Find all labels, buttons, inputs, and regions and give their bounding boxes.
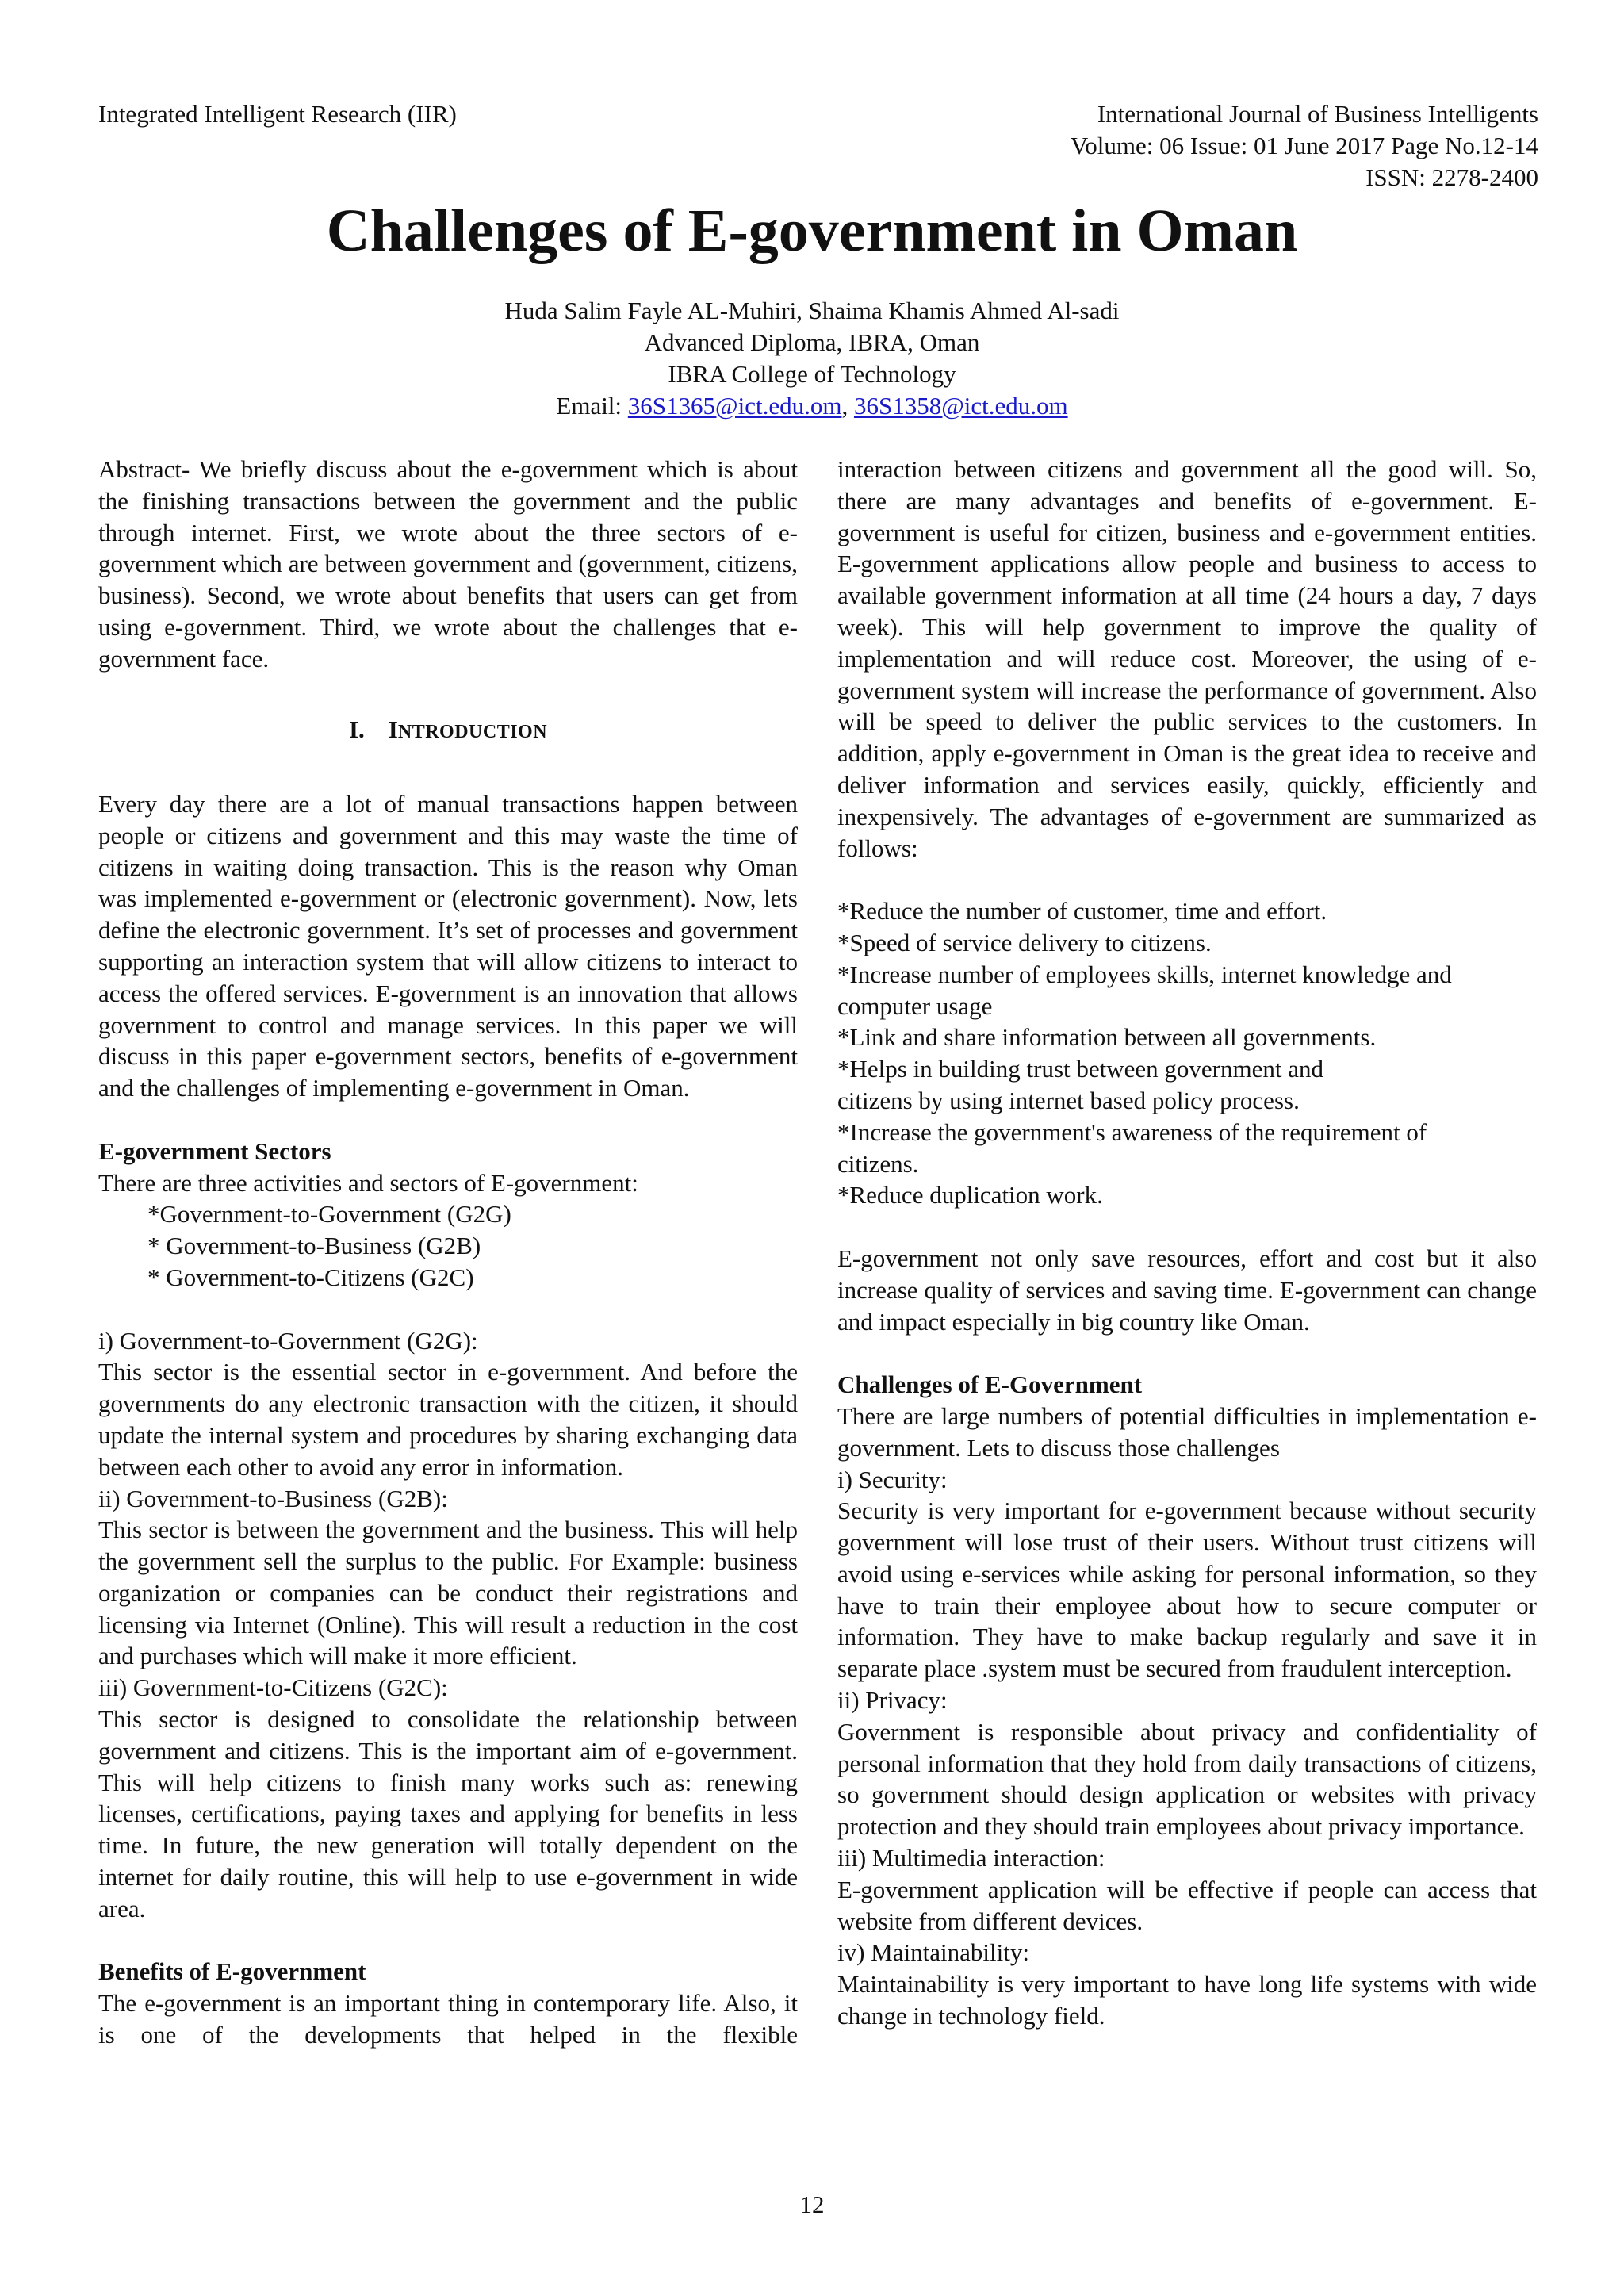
maintainability-heading: iv) Maintainability: <box>837 1938 1029 1967</box>
g2b-heading: ii) Government-to-Business (G2B): <box>98 1484 448 1512</box>
spacer <box>98 675 798 707</box>
maintainability-text: Maintainability is very important to have long life systems with wide change in technology field. <box>837 1970 1537 2030</box>
page-number: 12 <box>799 2191 825 2218</box>
journal-name: International Journal of Business Intelligents <box>1097 100 1538 128</box>
introduction-text: Every day there are a lot of manual transactions happen between people or citizens and government and this may waste the time of citizens in waiting doing transaction. This is the reason why Oman was implemented e-government or (electronic government). Now, lets define the electronic government. It’s set of processes and government supporting an interaction system that will allow citizens to interact to access the offered services. E-government is an innovation that allows government to control and manage services. In this paper we will discuss in this paper e-government sectors, benefits of e-government and the challenges of implementing e-government in Oman. <box>98 789 798 1102</box>
author-college: IBRA College of Technology <box>668 360 956 388</box>
journal-header-left: Integrated Intelligent Research (IIR) <box>98 100 457 128</box>
spacer <box>98 1294 798 1325</box>
sector-item: * Government-to-Business (G2B) <box>147 1232 481 1260</box>
author-email-line <box>0 390 1624 422</box>
email-link-1[interactable]: 36S1365@ict.edu.om <box>627 392 842 420</box>
sectors-intro: There are three activities and sectors of E-government: <box>98 1168 638 1197</box>
section-heading-introduction <box>98 714 798 749</box>
advantage-item: *Increase number of employees skills, internet knowledge and <box>837 960 1452 988</box>
spacer <box>98 757 798 788</box>
advantage-item: *Speed of service delivery to citizens. <box>837 928 1212 956</box>
benefits-continued: interaction between citizens and government all the good will. So, there are many advantages and benefits of e-government. E-government is useful for citizen, business and e-government entities. E-government applications allow people and business to access to available government information at all time (24 hours a day, 7 days week). This will help government to improve the quality of implementation and will reduce cost. Moreover, the using of e-government system will increase the performance of government. Also will be speed to deliver the public services to the customers. In addition, apply e-government in Oman is the great idea to receive and deliver information and services easily, quickly, efficiently and inexpensively. The advantages of e-government are summarized as follows: <box>837 455 1537 862</box>
advantage-item: *Link and share information between all governments. <box>837 1023 1377 1052</box>
section-smallcaps: NTRODUCTION <box>397 722 548 743</box>
right-column <box>837 454 1537 2032</box>
privacy-text: Government is responsible about privacy and confidentiality of personal information that they hold from daily transactions of citizens, so government should design application or websites with privacy protection and they should train employees about privacy importance. <box>837 1717 1537 1841</box>
security-heading: i) Security: <box>837 1465 948 1493</box>
paper-title: Challenges of E-government in Oman <box>326 197 1298 264</box>
security-text: Security is very important for e-government because without security government will lose trust of their users. Without trust citizens will avoid using e-services while asking for personal information, so they have to train their employee about how to secure computer or information. They have to make backup regularly and save it in separate place .system must be secured from fraudulent interception. <box>837 1497 1537 1683</box>
challenges-intro: There are large numbers of potential difficulties in implementation e-government. Lets to discuss those challenges <box>837 1401 1537 1462</box>
spacer <box>98 1925 798 1957</box>
sectors-heading: E-government Sectors <box>98 1137 331 1165</box>
g2g-text: This sector is the essential sector in e-government. And before the governments do any electronic transaction with the citizen, it should update the internal system and procedures by sharing exchanging data between each other to avoid any error in information. <box>98 1358 798 1481</box>
g2c-text: This sector is designed to consolidate the relationship between government and citizens. This is the important aim of e-government. This will help citizens to finish many works such as: renewing licenses, certifications, paying taxes and applying for benefits in less time. In future, the new generation will totally dependent on the internet for daily routine, this will help to use e-government in wide area. <box>98 1705 798 1922</box>
g2c-heading: iii) Government-to-Citizens (G2C): <box>98 1673 448 1702</box>
spacer <box>837 1337 1537 1369</box>
abstract: Abstract- We briefly discuss about the e-government which is about the finishing transactions between the government and the public through internet. First, we wrote about the three sectors of e-government which are between government and (government, citizens, business). Second, we wrote about benefits that users can get from using e-government. Third, we wrote about the challenges that e-government face. <box>98 455 798 673</box>
multimedia-heading: iii) Multimedia interaction: <box>837 1844 1105 1872</box>
author-names: Huda Salim Fayle AL-Muhiri, Shaima Khamis Ahmed Al-sadi <box>504 297 1120 324</box>
benefits-heading: Benefits of E-government <box>98 1957 366 1986</box>
advantage-item-cont: citizens by using internet based policy process. <box>837 1086 1300 1114</box>
privacy-heading: ii) Privacy: <box>837 1686 948 1715</box>
spacer <box>837 1211 1537 1243</box>
advantage-item-cont: computer usage <box>837 991 993 1020</box>
advantage-item-cont: citizens. <box>837 1149 919 1178</box>
email-label: Email: <box>556 392 628 420</box>
advantage-item: *Increase the government's awareness of the requirement of <box>837 1117 1427 1146</box>
sector-item: *Government-to-Government (G2G) <box>147 1200 511 1228</box>
journal-volume: Volume: 06 Issue: 01 June 2017 Page No.12-14 <box>1070 132 1538 159</box>
advantage-item: *Reduce the number of customer, time and effort. <box>837 897 1327 926</box>
journal-header-right <box>825 98 1538 194</box>
email-link-2[interactable]: 36S1358@ict.edu.om <box>853 392 1068 420</box>
author-affiliation: Advanced Diploma, IBRA, Oman <box>644 328 980 356</box>
email-separator: , <box>841 392 854 420</box>
spacer <box>98 1104 798 1136</box>
section-number: I. <box>348 715 365 744</box>
section-initial: I <box>388 715 398 744</box>
advantage-item: *Helps in building trust between government and <box>837 1055 1323 1083</box>
sector-item: * Government-to-Citizens (G2C) <box>147 1263 474 1291</box>
advantage-item: *Reduce duplication work. <box>837 1181 1103 1209</box>
challenges-heading: Challenges of E-Government <box>837 1370 1143 1399</box>
g2g-heading: i) Government-to-Government (G2G): <box>98 1326 478 1355</box>
spacer <box>837 864 1537 895</box>
summary-text: E-government not only save resources, effort and cost but it also increase quality of services and saving time. E-government can change and impact especially in big country like Oman. <box>837 1244 1537 1336</box>
benefits-text: The e-government is an important thing in contemporary life. Also, it is one of the developments that helped in the flexible <box>98 1989 798 2049</box>
journal-issn: ISSN: 2278-2400 <box>1365 163 1538 191</box>
left-column <box>98 454 798 2051</box>
multimedia-text: E-government application will be effective if people can access that website from different devices. <box>837 1875 1537 1935</box>
g2b-text: This sector is between the government and the business. This will help the government sell the surplus to the public. For Example: business organization or companies can be conduct their registrations and licensing via Internet (Online). This will result a reduction in the cost and purchases which will make it more efficient. <box>98 1516 798 1670</box>
author-block <box>0 295 1624 422</box>
